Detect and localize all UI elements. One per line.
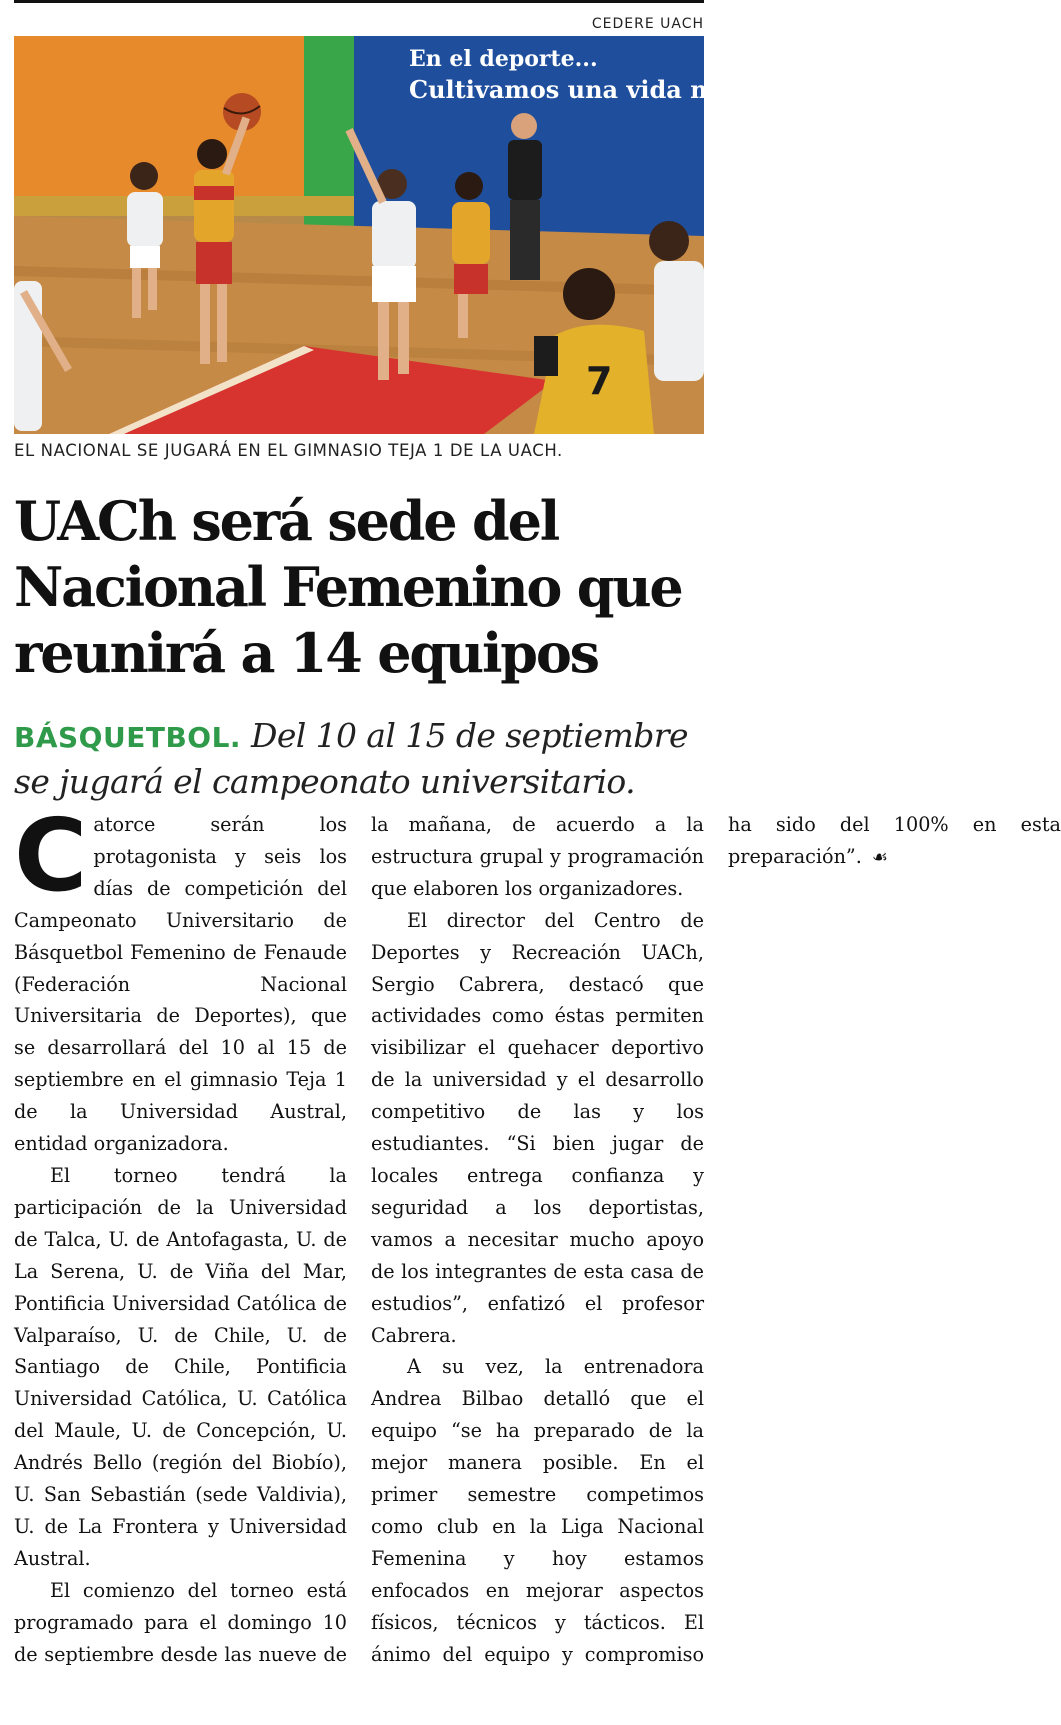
headline xyxy=(14,488,734,686)
headline-line-3: reunirá a 14 equipos xyxy=(14,621,598,685)
deck-text: Del 10 al 15 de septiembre se jugará el campeonato universitario. xyxy=(14,716,688,801)
body-paragraph-1 xyxy=(14,797,347,1160)
end-mark-icon: ☙ xyxy=(871,846,888,868)
body-paragraph-4: El director del Centro de Deportes y Recreación UACh, Sergio Cabrera, destacó que actividades como éstas permiten visibilizar el quehacer deportivo de la universidad y el desarrollo competitivo de las y los estudiantes. “Si bien jugar de locales entrega confianza y seguridad a los deportistas, vamos a necesitar mucho apoyo de los integrantes de esta casa de estudios”, enfatizó el profesor Cabrera. xyxy=(371,908,704,1347)
article-photo xyxy=(14,36,731,434)
banner-text-2: Cultivamos una vida me xyxy=(409,75,731,104)
photo-caption: EL NACIONAL SE JUGARÁ EN EL GIMNASIO TEJA 1 DE LA UACH. xyxy=(14,441,563,460)
jersey-number: 7 xyxy=(586,359,613,403)
deck xyxy=(14,714,714,804)
section-credit: CEDERE UACH xyxy=(591,16,704,32)
deck-kicker: BÁSQUETBOL. xyxy=(14,721,242,754)
body-paragraph-2: El torneo tendrá la participación de la Universidad de Talca, U. de Antofagasta, U. de La Serena, U. de Viña del Mar, Pontificia Universidad Católica de Valparaíso, U. de Chile, U. de Santiago de Chile, Pontificia Universidad Católica, U. Católica del Maule, U. de Concepción, U. Andrés Bello (región del Biobío), U. San Sebastián (sede Valdivia), U. de La Frontera y Universidad Austral. xyxy=(14,1163,347,1570)
headline-line-1: UACh será sede del xyxy=(14,489,559,553)
body-paragraph-1-text: atorce serán los protagonista y seis los días de competición del Campeonato Universitario de Básquetbol Femenino de Fenaude (Federación Nacional Universitaria de Deportes), que se desarrollará del 10 al 15 de septiembre en el gimnasio Teja 1 de la Universidad Austral, entidad organizadora. xyxy=(14,813,347,1156)
top-rule xyxy=(14,0,704,3)
basketball-game-illustration xyxy=(14,36,731,434)
headline-line-2: Nacional Femenino que xyxy=(14,555,682,619)
banner-text-1: En el deporte... xyxy=(409,46,598,72)
article-body xyxy=(14,797,1061,1689)
drop-cap: C xyxy=(14,797,88,914)
body-paragraph-5-text: A su vez, la entrenadora Andrea Bilbao detalló que el equipo “se ha preparado de la mejor manera posible. En el primer semestre competimos como club en la Liga Nacional Femenina y hoy estamos enfocados en mejorar aspectos físicos, técnicos y tácticos. El ánimo del equipo y compromiso ha sido del 100% en esta preparación”. xyxy=(371,813,1061,1666)
body-paragraph-3: El comienzo del torneo está programado para el domingo 10 de septiembre desde las nueve de la mañana, de acuerdo a la estructura grupal y programación que elaboren los organizadores. xyxy=(14,813,704,1666)
